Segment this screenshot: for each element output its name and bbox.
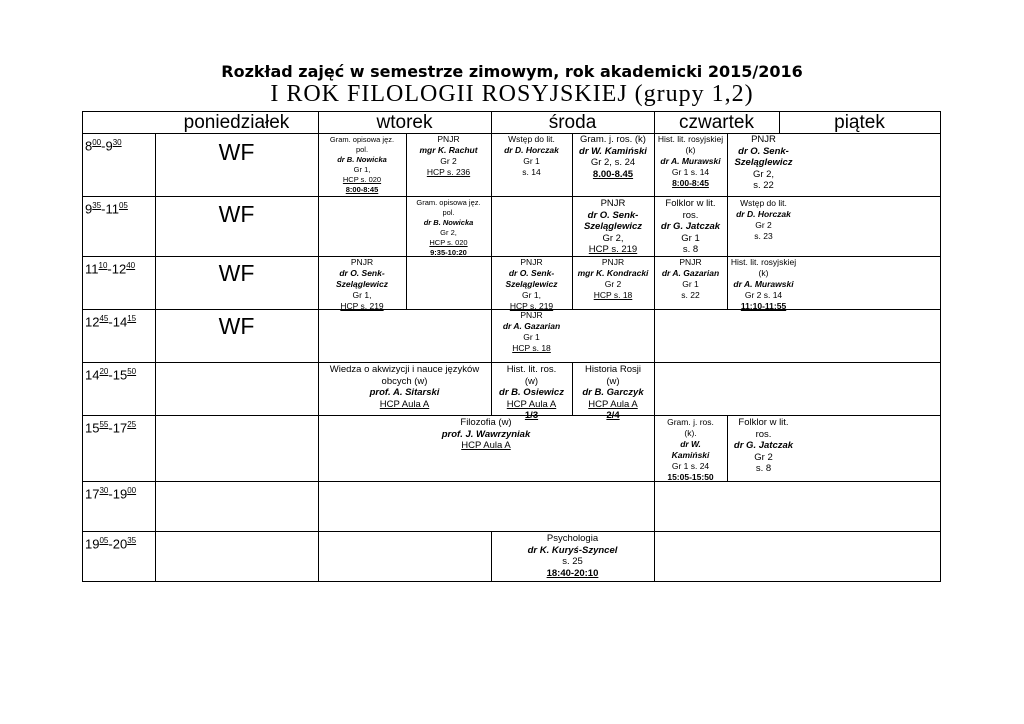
- instructor: dr W. Kamiński: [579, 145, 647, 157]
- room: s. 8: [682, 244, 699, 255]
- course-name: Gram. opisowa jęz.: [329, 135, 395, 144]
- course-name: Gram. opisowa jęz.: [416, 198, 481, 207]
- time-end-hour: 12: [111, 261, 127, 277]
- course-name: Folklor w lit.: [738, 417, 789, 428]
- class-cell: [572, 257, 654, 301]
- table-border-right: [940, 111, 941, 582]
- class-cell: [318, 257, 406, 312]
- room: HCP Aula A: [461, 440, 511, 451]
- time-end-hour: 11: [105, 201, 119, 217]
- room: s. 22: [753, 180, 774, 191]
- instructor: dr B. Nowicka: [337, 155, 387, 164]
- time-end-min: 05: [118, 201, 128, 210]
- group: Gr 1: [682, 279, 699, 289]
- group: Gr 2,: [440, 228, 457, 237]
- course-name: Historia Rosji: [585, 364, 641, 375]
- time-slot: $17^{30}-19^{00}$: [85, 486, 137, 502]
- course-name: PNJR: [350, 257, 374, 267]
- wf-label: WF: [218, 313, 255, 339]
- group: Gr 1,: [522, 290, 541, 300]
- room: s. 22: [681, 290, 700, 300]
- class-cell: [727, 417, 800, 475]
- group: Gr 1: [681, 232, 700, 244]
- wf-label: WF: [218, 260, 255, 286]
- group: Gr 2, s. 24: [590, 157, 636, 168]
- instructor: Szeląglewicz: [336, 279, 388, 289]
- time-slot: $15^{55}-17^{25}$: [85, 420, 137, 436]
- instructor: prof. J. Wawrzyniak: [441, 428, 531, 440]
- time-slot: $8^{00}-9^{30}$: [85, 138, 122, 154]
- room: HCP s. 219: [588, 244, 638, 255]
- course-name: PNJR: [520, 310, 543, 320]
- course-name: pol.: [442, 208, 455, 217]
- course-name: (k).: [684, 428, 697, 438]
- time-start-hour: 12: [85, 314, 100, 330]
- class-cell: [727, 134, 800, 192]
- course-name: obcych (w): [381, 375, 428, 387]
- time-end-min: 40: [126, 261, 136, 270]
- group: Gr 2: [754, 451, 773, 463]
- instructor: Szeląglewicz: [505, 279, 558, 289]
- instructor: Szeląglewicz: [734, 157, 793, 168]
- time-start-min: 35: [92, 201, 102, 210]
- class-cell: [491, 257, 572, 312]
- class-cell: [318, 417, 654, 452]
- course-name: Psychologia: [546, 533, 599, 544]
- class-cell: [318, 364, 491, 410]
- course-name: PNJR: [437, 134, 460, 144]
- instructor: dr W.: [680, 439, 701, 449]
- room: HCP s. 18: [512, 343, 551, 353]
- time-end-hour: 15: [112, 367, 128, 383]
- room: HCP s. 18: [593, 290, 633, 300]
- row-divider: [82, 196, 941, 197]
- time-start-min: 30: [99, 486, 109, 495]
- class-cell: [406, 198, 491, 258]
- course-name: (k): [685, 145, 696, 155]
- room: s. 14: [522, 167, 541, 177]
- day-header: wtorek: [376, 112, 433, 133]
- instructor: dr A. Gazarian: [502, 321, 561, 331]
- instructor: mgr K. Kondracki: [577, 268, 649, 278]
- class-cell: [491, 364, 572, 422]
- class-cell: [491, 310, 572, 354]
- class-cell: [654, 417, 727, 483]
- group: Gr 2: [440, 156, 457, 166]
- instructor: prof. A. Sitarski: [369, 387, 440, 398]
- time-start-hour: 17: [85, 486, 100, 502]
- instructor: dr B. Osiewicz: [499, 387, 564, 398]
- instructor: dr O. Senk-: [339, 268, 385, 278]
- room: s. 8: [755, 463, 772, 474]
- course-name: PNJR: [520, 257, 543, 267]
- time-slot: $19^{05}-20^{35}$: [85, 536, 137, 552]
- group: Gr 2 s. 14: [744, 290, 783, 300]
- course-name: ros.: [755, 428, 772, 440]
- class-cell: [654, 257, 727, 301]
- class-time: 1/3: [524, 410, 539, 421]
- course-name: Hist. lit. rosyjskiej: [730, 257, 797, 267]
- class-time: 8.00-8.45: [592, 168, 634, 180]
- time-start-min: 55: [99, 420, 109, 429]
- instructor: dr D. Horczak: [736, 209, 791, 219]
- time-start-hour: 8: [85, 138, 93, 154]
- row-divider: [82, 531, 941, 532]
- class-time: 2/4: [606, 410, 620, 421]
- class-cell: [491, 134, 572, 178]
- time-start-min: 45: [99, 314, 109, 323]
- room: HCP s. 020: [342, 175, 382, 184]
- instructor: dr G. Jatczak: [733, 440, 794, 451]
- time-start-min: 10: [98, 261, 108, 270]
- time-end-hour: 17: [112, 420, 128, 436]
- schedule-subtitle: I ROK FILOLOGII ROSYJSKIEJ (grupy 1,2): [270, 81, 754, 107]
- class-cell: [654, 198, 727, 256]
- course-name: pol.: [355, 145, 369, 154]
- time-slot: $11^{10}-12^{40}$: [85, 261, 136, 277]
- time-end-min: 00: [127, 486, 137, 495]
- time-slot: $14^{20}-15^{50}$: [85, 367, 137, 383]
- class-cell: [491, 533, 654, 579]
- instructor: dr A. Gazarian: [661, 268, 720, 278]
- class-time: 11:10-11:55: [740, 301, 787, 311]
- class-cell: [654, 134, 727, 189]
- class-time: 8:00-8:45: [672, 178, 709, 188]
- course-name: PNJR: [601, 257, 625, 267]
- class-cell: [727, 198, 800, 242]
- course-name: Wstęp do lit.: [508, 134, 555, 144]
- course-name: Gram. j. ros.: [667, 417, 714, 427]
- course-name: PNJR: [679, 257, 702, 267]
- time-end-min: 50: [127, 367, 137, 376]
- instructor: Szeląglewicz: [583, 221, 643, 232]
- time-end-hour: 19: [112, 486, 128, 502]
- course-name: Gram. j. ros. (k): [580, 134, 646, 145]
- group: Gr 1,: [352, 290, 372, 300]
- course-name: Filozofia (w): [460, 417, 512, 428]
- course-name: PNJR: [600, 198, 626, 209]
- instructor: dr A. Murawski: [660, 156, 721, 166]
- instructor: dr D. Horczak: [504, 145, 559, 155]
- group: Gr 1: [523, 156, 540, 166]
- class-time: 18:40-20:10: [546, 567, 599, 579]
- room: HCP Aula A: [506, 398, 557, 410]
- class-cell: [572, 134, 654, 180]
- instructor: Kamiński: [671, 450, 710, 460]
- time-slot: $9^{35}-11^{05}$: [85, 201, 128, 217]
- class-cell: [318, 135, 406, 195]
- room: s. 25: [562, 556, 583, 567]
- room: HCP s. 020: [429, 238, 468, 247]
- class-time: 9:35-10:20: [430, 248, 467, 257]
- course-name: PNJR: [751, 134, 776, 145]
- room: HCP Aula A: [588, 398, 638, 410]
- time-slot: $12^{45}-14^{15}$: [85, 314, 137, 330]
- group: Gr 2,: [752, 168, 775, 180]
- time-end-min: 15: [127, 314, 137, 323]
- course-name: Hist. lit. rosyjskiej: [657, 134, 724, 144]
- class-cell: [572, 364, 654, 422]
- day-header: poniedziałek: [183, 112, 290, 133]
- time-end-hour: 20: [112, 536, 128, 552]
- room: HCP s. 236: [426, 167, 471, 177]
- instructor: dr O. Senk-: [738, 145, 789, 157]
- room: HCP s. 219: [340, 301, 384, 311]
- wf-label: WF: [218, 201, 255, 227]
- time-start-hour: 19: [85, 536, 100, 552]
- instructor: dr O. Senk-: [508, 268, 555, 278]
- class-cell: [406, 134, 491, 178]
- instructor: dr B. Nowicka: [423, 218, 474, 227]
- group: Gr 2: [604, 279, 622, 289]
- time-end-min: 25: [127, 420, 137, 429]
- time-start-min: 20: [99, 367, 109, 376]
- instructor: dr K. Kuryś-Szyncel: [527, 544, 618, 556]
- group: Gr 1 s. 14: [671, 167, 710, 177]
- course-name: Folklor w lit.: [665, 198, 716, 209]
- instructor: dr A. Murawski: [733, 279, 794, 289]
- course-name: Wstęp do lit.: [740, 198, 787, 208]
- instructor: dr G. Jatczak: [660, 221, 721, 232]
- time-start-hour: 14: [85, 367, 100, 383]
- day-header: środa: [548, 112, 597, 133]
- instructor: dr O. Senk-: [587, 209, 639, 221]
- course-name: Hist. lit. ros.: [506, 364, 557, 375]
- time-end-hour: 14: [112, 314, 128, 330]
- course-name: (w): [524, 375, 539, 387]
- group: Gr 1 s. 24: [671, 461, 710, 471]
- table-border-left: [82, 111, 83, 582]
- room: HCP Aula A: [379, 398, 430, 410]
- class-time: 8:00-8:45: [345, 185, 379, 194]
- group: Gr 1,: [353, 165, 371, 174]
- group: Gr 2,: [602, 232, 624, 244]
- course-name: (k): [758, 268, 769, 278]
- wf-label: WF: [218, 139, 255, 165]
- group: Gr 1: [523, 332, 540, 342]
- time-end-min: 30: [112, 138, 122, 147]
- time-start-min: 05: [99, 536, 109, 545]
- group: Gr 2: [755, 220, 772, 230]
- row-divider: [82, 362, 941, 363]
- class-cell: [572, 198, 654, 256]
- day-header: piątek: [834, 112, 885, 133]
- time-start-min: 00: [92, 138, 102, 147]
- course-name: Wiedza o akwizycji i nauce języków: [329, 364, 480, 375]
- table-border-bottom: [82, 581, 941, 582]
- time-start-hour: 15: [85, 420, 100, 436]
- class-time: 15:05-15:50: [667, 472, 714, 482]
- time-start-hour: 11: [85, 261, 99, 277]
- room: s. 23: [754, 231, 773, 241]
- course-name: (w): [606, 375, 620, 387]
- row-divider: [82, 481, 941, 482]
- schedule-title: Rozkład zajęć w semestrze zimowym, rok akademicki 2015/2016: [221, 62, 803, 81]
- room: HCP s. 219: [509, 301, 554, 311]
- instructor: dr B. Garczyk: [582, 387, 644, 398]
- course-name: ros.: [682, 209, 699, 221]
- class-cell: [727, 257, 800, 312]
- time-end-min: 35: [127, 536, 137, 545]
- time-start-hour: 9: [85, 201, 93, 217]
- time-end-hour: 9: [105, 138, 113, 154]
- instructor: mgr K. Rachut: [419, 145, 478, 155]
- day-header: czwartek: [679, 112, 754, 133]
